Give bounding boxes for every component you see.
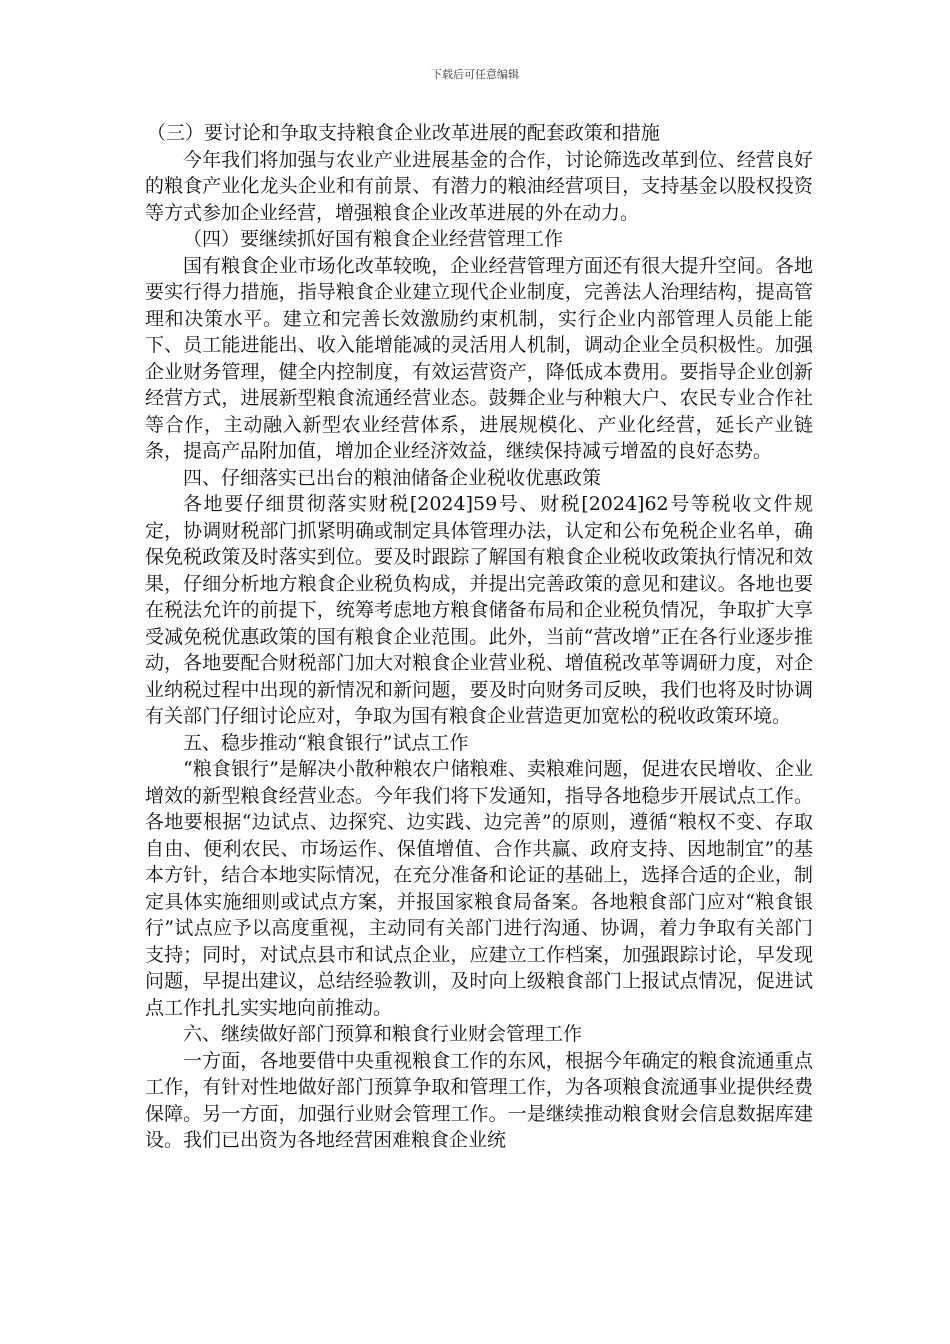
section-heading-tax: 四、仔细落实已出台的粮油储备企业税收优惠政策 [183, 466, 602, 489]
section-heading-budget: 六、继续做好部门预算和粮食行业财会管理工作 [183, 1023, 583, 1045]
paragraph: 国有粮食企业市场化改革较晚，企业经营管理方面还有很大提升空间。各地要实行得力措施，指导粮食企业建立现代企业制度，完善法人治理结构，提高管理和决策水平。建立和完善长效激励约束机制，实行企业内部管理人员能上能下、员工能进能出、收入能增能减的灵活用人机制，调动企业全员积极性。加强企业财务管理，健全内控制度，有效运营资产，降低成本费用。要指导企业创新经营方式，进展新型粮食流通经营业态。鼓舞企业与种粮大户、农民专业合作社等合作，主动融入新型农业经营体系，进展规模化、产业化经营，延长产业链条，提高产品附加值，增加企业经济效益，继续保持减亏增盈的良好态势。 [145, 254, 813, 462]
paragraph: 今年我们将加强与农业产业进展基金的合作，讨论筛选改革到位、经营良好的粮食产业化龙头企业和有前景、有潜力的粮油经营项目，支持基金以股权投资等方式参加企业经营，增强粮食企业改革进展的外在动力。 [145, 148, 813, 224]
paragraph: “粮食银行”是解决小散种粮农户储粮难、卖粮难问题，促进农民增收、企业增效的新型粮食经营业态。今年我们将下发通知，指导各地稳步开展试点工作。各地要根据“边试点、边探究、边实践、边完善”的原则，遵循“粮权不变、存取自由、便利农民、市场运作、保值增值、合作共赢、政府支持、因地制宜”的基本方针，结合本地实际情况，在充分准备和论证的基础上，选择合适的企业，制定具体实施细则或试点方案，并报国家粮食局备案。各地粮食部门应对“粮食银行”试点应予以高度重视，主动同有关部门进行沟通、协调，着力争取有关部门支持；同时，对试点县市和试点企业，应建立工作档案，加强跟踪讨论，早发现问题，早提出建议，总结经验教训，及时向上级粮食部门上报试点情况，促进试点工作扎扎实实地向前推动。 [145, 758, 813, 1019]
section-heading-4: （四）要继续抓好国有粮食企业经营管理工作 [183, 228, 564, 250]
paragraph: 一方面，各地要借中央重视粮食工作的东风，根据今年确定的粮食流通重点工作，有针对性地做好部门预算争取和管理工作，为各项粮食流通事业提供经费保障。另一方面，加强行业财会管理工作。一是继续推动粮食财会信息数据库建设。我们已出资为各地经营困难粮食企业统 [145, 1049, 813, 1151]
section-heading-3: （三）要讨论和争取支持粮食企业改革进展的配套政策和措施 [146, 122, 660, 144]
section-heading-grain-bank: 五、稳步推动“粮食银行”试点工作 [183, 731, 469, 754]
document-body [145, 120, 813, 1154]
paragraph: 各地要仔细贯彻落实财税[2024]59号、财税[2024]62号等税收文件规定，协调财税部门抓紧明确或制定具体管理办法，认定和公布免税企业名单，确保免税政策及时落实到位。要及时跟踪了解国有粮食企业税收政策执行情况和效果，仔细分析地方粮食企业税负构成，并提出完善政策的意见和建议。各地也要在税法允许的前提下，统筹考虑地方粮食储备布局和企业税负情况，争取扩大享受减免税优惠政策的国有粮食企业范围。此外，当前“营改增”正在各行业逐步推动，各地要配合财税部门加大对粮食企业营业税、增值税改革等调研力度，对企业纳税过程中出现的新情况和新问题，要及时向财务司反映，我们也将及时协调有关部门仔细讨论应对，争取为国有粮食企业营造更加宽松的税收政策环境。 [145, 493, 813, 727]
page-header: 下载后可任意编辑 [431, 68, 519, 81]
